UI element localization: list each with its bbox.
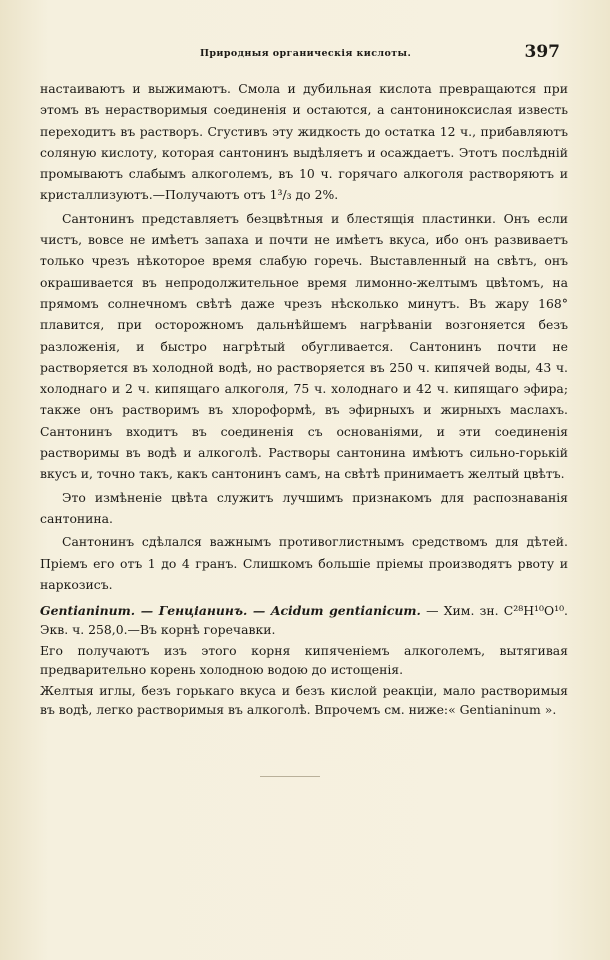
paragraph	[40, 601, 568, 639]
running-title: Природныя органическія кислоты.	[200, 48, 412, 59]
paragraph: Сантонинъ представляетъ безцвѣтныя и блестящія пластинки. Онъ если чистъ, вовсе не имѣетъ запаха и почти не имѣетъ вкуса, ибо онъ развиваетъ только чрезъ нѣкоторое время слабую горечь. Выставленный на свѣтъ, онъ окрашивается въ непродолжительное время лимонно-желтымъ цвѣтомъ, на прямомъ солнечномъ свѣтѣ даже чрезъ нѣсколько минутъ. Въ жару 168° плавится, при осторожномъ дальнѣйшемъ нагрѣваніи возгоняется безъ разложенія, и быстро нагрѣтый обугливается. Сантонинъ почти не растворяется въ холодной водѣ, но растворяется въ 250 ч. кипячей воды, 43 ч. холоднаго и 2 ч. кипящаго алкоголя, 75 ч. холоднаго и 42 ч. кипящаго эфира; также онъ растворимъ въ хлороформѣ, въ эфирныхъ и жирныхъ маслахъ. Сантонинъ входитъ въ соединенія съ основаніями, и эти соединенія растворимы въ водѣ и алкоголѣ. Растворы сантонина имѣютъ сильно-горькій вкусъ и, точно такъ, какъ сантонинъ самъ, на свѣтѣ принимаетъ желтый цвѣтъ.	[40, 210, 568, 482]
page-number: 397	[524, 42, 560, 62]
paragraph: Сантонинъ сдѣлался важнымъ противоглистнымъ средствомъ для дѣтей. Пріемъ его отъ 1 до 4 гранъ. Слишкомъ большіе пріемы производятъ рвоту и наркозисъ.	[40, 534, 568, 592]
compound-formula: — Хим. зн. C²⁸H¹⁰O¹⁰. Экв. ч. 258,0.—Въ корнѣ горечавки.	[40, 603, 568, 638]
page-body	[40, 78, 568, 719]
paragraph: Это измѣненіе цвѣта служитъ лучшимъ признакомъ для распознаванія сантонина.	[40, 489, 568, 526]
paragraph: Желтыя иглы, безъ горькаго вкуса и безъ кислой реакціи, мало растворимыя въ водѣ, легко растворимыя въ алкоголѣ. Впрочемъ см. ниже:« Gentianinum ».	[40, 683, 568, 718]
page-header	[40, 40, 568, 64]
compound-heading: Gentianinum. — Генціанинъ. — Acidum gentianicum.	[40, 603, 421, 619]
section-rule	[260, 776, 320, 777]
paragraph: Его получаютъ изъ этого корня кипяченіемъ алкоголемъ, вытягивая предварительно корень холодною водою до истощенія.	[40, 643, 568, 678]
paragraph: настаиваютъ и выжимаютъ. Смола и дубильная кислота превращаются при этомъ въ нерастворимыя соединенія и остаются, а сантониноксислая известь переходитъ въ растворъ. Сгустивъ эту жидкость до остатка 12 ч., прибавляютъ соляную кислоту, которая сантонинъ выдѣляетъ и осаждаетъ. Этотъ послѣдній промываютъ слабымъ алкоголемъ, въ 10 ч. горячаго алкоголя растворяютъ и кристаллизуютъ.—Получаютъ отъ 1³/₃ до 2%.	[40, 81, 568, 203]
